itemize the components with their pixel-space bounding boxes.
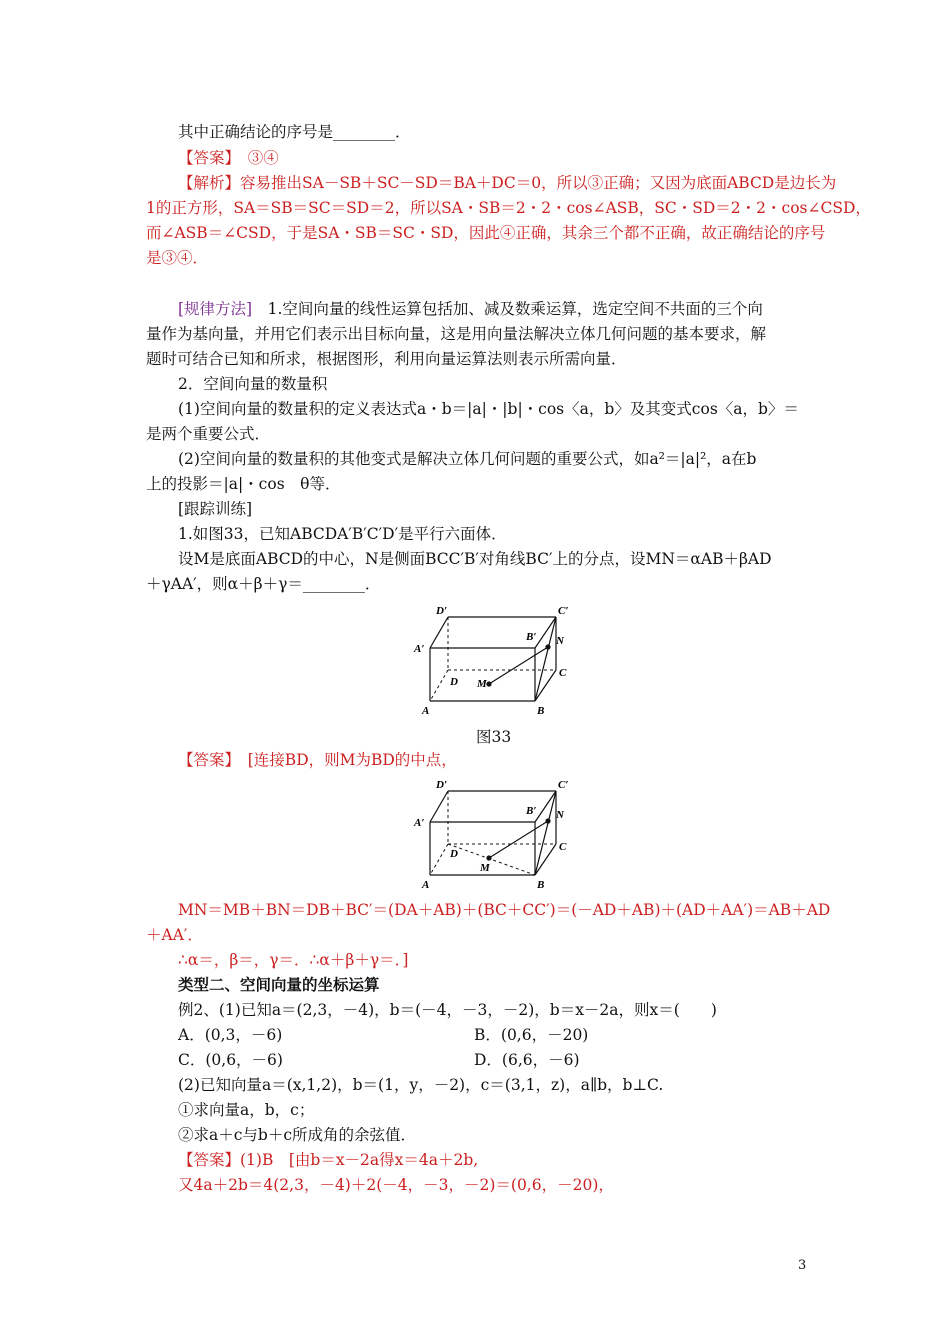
method-line-1 [178,298,763,320]
label-d: D [450,676,458,688]
method-tag: [规律方法] [178,300,253,318]
answer-figure [410,774,570,894]
label-b: B [537,705,545,717]
label-b-prime: B′ [526,805,537,817]
answer-2-line-1: 【答案】 [连接BD，则M为BD的中点， [178,751,457,769]
question-blank-line: 其中正确结论的序号是________． [178,123,411,141]
label-n: N [556,809,564,821]
option-b: B．(0,6，－20) [474,1026,589,1044]
label-m: M [477,678,487,690]
label-n: N [556,635,564,647]
method-line-3: 题时可结合已知和所求，根据图形，利用向量运算法则表示所需向量． [146,350,627,368]
answer-2-line-3: ＋AA′． [146,926,203,944]
point-m [486,855,491,860]
subquestion-2: ②求a＋c与b＋c所成角的余弦值． [178,1126,417,1144]
figure-caption: 图33 [476,728,512,746]
subquestion-1: ①求向量a，b，c； [178,1101,315,1119]
example-2-question: 例2、(1)已知a＝(2,3，－4)，b＝(－4，－3，－2)，b＝x－2a，则x＝( ) [178,1001,717,1019]
label-d: D [450,848,458,860]
option-c: C．(0,6，－6) [178,1051,283,1069]
analysis-line-2: 1的正方形，SA＝SB＝SC＝SD＝2，所以SA・SB＝2・2・cos∠ASB，SC・SD＝2・2・cos∠CSD， [146,199,871,217]
practice-line-1: 1.如图33，已知ABCDA′B′C′D′是平行六面体． [178,525,507,543]
figure-33 [410,600,570,720]
practice-line-3: ＋γAA′，则α＋β＋γ＝________． [146,575,381,593]
answer-3-line-1: 【答案】(1)B [由b＝x－2a得x＝4a＋2b, [178,1151,479,1169]
analysis-line-1: 【解析】容易推出SA－SB＋SC－SD＝BA＋DC＝0，所以③正确；又因为底面ABCD是边长为 [178,174,837,192]
label-a-prime: A′ [414,817,425,829]
label-a: A [422,705,430,717]
label-d-prime: D′ [436,779,448,791]
method-line-5: (1)空间向量的数量积的定义表达式a・b＝|a|・|b|・cos〈a，b〉及其变式cos〈a，b〉＝ [178,400,799,418]
method-line-8: 上的投影＝|a|・cos θ等． [146,475,341,493]
method-line-7: (2)空间向量的数量积的其他变式是解决立体几何问题的重要公式，如a²＝|a|²，a在b [178,450,757,468]
method-line-4: 2．空间向量的数量积 [178,375,328,393]
answer-label: 【答案】 ③④ [178,149,279,167]
option-d: D．(6,6，－6) [474,1051,580,1069]
label-c: C [559,667,567,679]
point-n [545,818,550,823]
answer-3-line-2: 又4a＋2b＝4(2,3，－4)＋2(－4，－3，－2)＝(0,6，－20)， [178,1176,614,1194]
point-n [545,644,550,649]
label-b-prime: B′ [526,631,537,643]
answer-2-line-4: ∴α＝，β＝，γ＝．∴α＋β＋γ＝．] [178,951,409,969]
label-m: M [480,862,490,874]
label-d-prime: D′ [436,605,448,617]
analysis-line-3: 而∠ASB＝∠CSD，于是SA・SB＝SC・SD，因此④正确，其余三个都不正确，故正确结论的序号 [146,224,826,242]
method-line-1-text: 1.空间向量的线性运算包括加、减及数乘运算，选定空间不共面的三个向 [252,300,763,318]
example-2-part-2: (2)已知向量a＝(x,1,2)，b＝(1，y，－2)，c＝(3,1，z)，a∥b，b⊥C. [178,1076,664,1094]
analysis-line-4: 是③④． [146,249,209,267]
practice-heading: [跟踪训练] [178,500,253,518]
section-heading: 类型二、空间向量的坐标运算 [178,975,380,994]
page-number: 3 [798,1258,807,1273]
option-a: A．(0,3，－6) [178,1026,283,1044]
method-line-6: 是两个重要公式． [146,425,271,443]
method-line-2: 量作为基向量，并用它们表示出目标向量，这是用向量法解决立体几何问题的基本要求，解 [146,325,767,343]
label-c-prime: C′ [558,779,569,791]
label-b: B [537,879,545,891]
label-c-prime: C′ [558,605,569,617]
label-a-prime: A′ [414,643,425,655]
point-m [486,681,491,686]
practice-line-2: 设M是底面ABCD的中心，N是侧面BCC′B′对角线BC′上的分点，设MN＝αAB＋βAD [178,550,772,568]
label-c: C [559,841,567,853]
label-a: A [422,879,430,891]
answer-2-line-2: MN＝MB＋BN＝DB＋BC′＝(DA＋AB)＋(BC＋CC′)＝(－AD＋AB)＋(AD＋AA′)＝AB＋AD [178,901,831,919]
